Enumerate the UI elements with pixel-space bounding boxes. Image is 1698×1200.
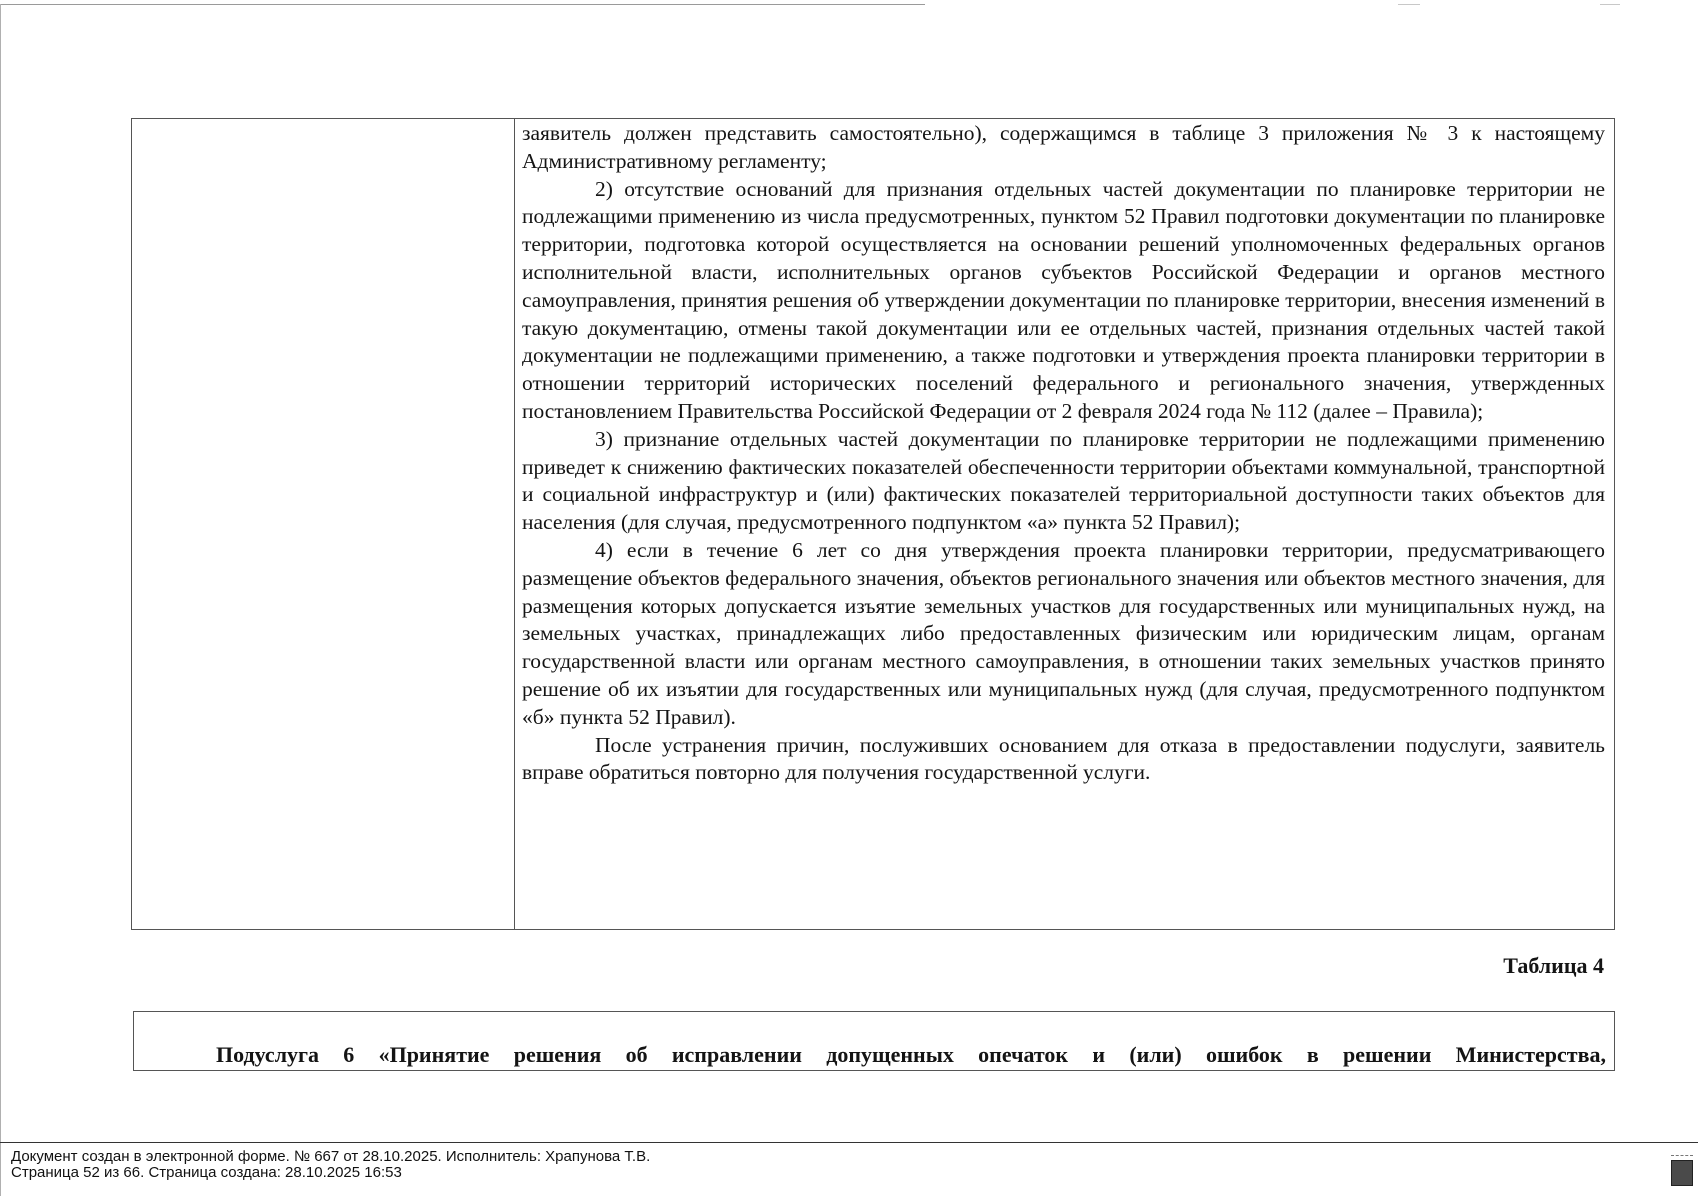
top-scan-rule-fragment bbox=[1398, 4, 1420, 5]
paragraph-continuation: заявитель должен представить самостоятельно), содержащимся в таблице 3 приложения № 3 к настоящему Административному регламенту; bbox=[522, 121, 1605, 173]
left-scan-rule bbox=[0, 4, 1, 1196]
top-scan-rule-fragment bbox=[1600, 4, 1620, 5]
paragraph-item-3: 3) признание отдельных частей документации по планировке территории не подлежащими применению приведет к снижению фактических показателей обеспеченности территории объектами коммунальной, транспортной и социальной инфраструктур и (или) фактических показателей территориальной доступности таких объектов для населения (для случая, предусмотренного подпунктом «а» пункта 52 Правил); bbox=[522, 426, 1605, 535]
footer-divider bbox=[0, 1142, 1698, 1143]
table-caption: Таблица 4 bbox=[1503, 953, 1604, 978]
subservice-title: Подуслуга 6 «Принятие решения об исправлении допущенных опечаток и (или) ошибок в решении Министерства, bbox=[216, 1042, 1606, 1067]
paragraph-item-4: 4) если в течение 6 лет со дня утверждения проекта планировки территории, предусматривающего размещение объектов федерального значения, объектов регионального значения или объектов местного значения, для размещения которых допускается изъятие земельных участков для государственных или муниципальных нужд, на земельных участках, принадлежащих либо предоставленных физическим или юридическим лицам, органам государственной власти или органам местного самоуправления, в отношении таких земельных участков принято решение об их изъятии для государственных или муниципальных нужд (для случая, предусмотренного подпунктом «б» пункта 52 Правил). bbox=[522, 537, 1605, 729]
subservice-table bbox=[133, 1011, 1615, 1071]
footer-page-info: Страница 52 из 66. Страница создана: 28.10.2025 16:53 bbox=[11, 1164, 402, 1181]
regulation-table bbox=[131, 118, 1615, 930]
paragraph-item-2: 2) отсутствие оснований для признания отдельных частей документации по планировке территории не подлежащими применению из числа предусмотренных, пунктом 52 Правил подготовки документации по планировке территории, подготовка которой осуществляется на основании решений уполномоченных федеральных органов исполнительной власти, исполнительных органов субъектов Российской Федерации и органов местного самоуправления, принятия решения об утверждении документации по планировке территории, внесения изменений в такую документацию, отмены такой документации или ее отдельных частей, признания отдельных частей такой документации не подлежащими применению, а также подготовки и утверждения проекта планировки территории в отношении территорий исторических поселений федерального и регионального значения, утвержденных постановлением Правительства Российской Федерации от 2 февраля 2024 года № 112 (далее – Правила); bbox=[522, 176, 1605, 423]
table-empty-left-cell bbox=[132, 119, 515, 929]
paragraph-closing: После устранения причин, послуживших основанием для отказа в предоставлении подуслуги, заявитель вправе обратиться повторно для получения государственной услуги. bbox=[522, 732, 1605, 785]
document-stack-icon bbox=[1671, 1148, 1693, 1184]
footer bbox=[11, 1149, 650, 1181]
table-text-cell bbox=[522, 120, 1605, 787]
footer-document-info: Документ создан в электронной форме. № 667 от 28.10.2025. Исполнитель: Храпунова Т.В. bbox=[11, 1148, 651, 1165]
top-scan-rule bbox=[0, 4, 925, 5]
